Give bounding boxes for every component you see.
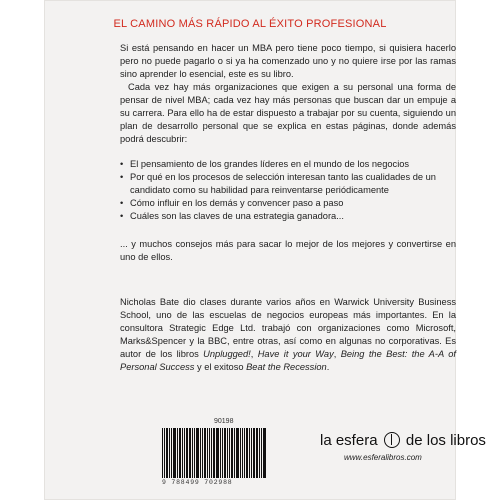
book-back-cover — [44, 0, 486, 500]
barcode-bar — [227, 428, 228, 478]
intro-paragraph-2: Cada vez hay más organizaciones que exigen a su personal una forma de pensar de nivel MBA; cada vez hay más personas que buscan dar un empuje a su carrera. Para ello ha de estar dispuesto a trabajar por su cuenta, siguiendo un plan de desarrollo personal que se explica en estas páginas, donde además podrá descubrir: — [120, 82, 456, 144]
barcode-bar — [207, 428, 208, 478]
barcode-bar — [216, 428, 219, 478]
separator: , — [333, 349, 341, 359]
book-title: Being the Best: the A-A of Personal Success — [120, 349, 456, 372]
barcode-bar — [192, 428, 193, 478]
book-title: Have it your Way — [257, 349, 334, 359]
barcode-bar — [236, 428, 239, 478]
publisher-mark-icon — [384, 432, 400, 448]
publisher-name-right: de los libros — [405, 432, 486, 449]
barcode-bar — [200, 428, 201, 478]
barcode-block — [162, 418, 282, 488]
intro-text — [120, 42, 456, 146]
barcode-bar — [259, 428, 260, 478]
barcode — [162, 428, 282, 478]
barcode-bar — [202, 428, 203, 478]
barcode-bar — [189, 428, 191, 478]
barcode-bar — [261, 428, 262, 478]
barcode-bar — [169, 428, 170, 478]
author-bio-text: Nicholas Bate dio clases durante varios años en Warwick University Business School, uno de las escuelas de negocios europeas más importantes. En la consultora Strategic Edge Ltd. trabajó con organizaciones como Microsoft, Marks&Spencer y la BBC, entre otras, así como en algunas no corporativas. Es autor de los libros — [120, 297, 456, 359]
barcode-bar — [249, 428, 250, 478]
barcode-bar — [256, 428, 258, 478]
publisher-website: www.esferalibros.com — [344, 453, 422, 462]
publisher-logo — [320, 432, 486, 449]
barcode-bar — [246, 428, 248, 478]
barcode-bar — [220, 428, 221, 478]
barcode-bar — [194, 428, 195, 478]
barcode-bar — [234, 428, 235, 478]
book-title: Beat the Recession — [246, 362, 327, 372]
price-code: 90198 — [214, 418, 234, 425]
barcode-bar — [182, 428, 183, 478]
barcode-bar — [164, 428, 165, 478]
barcode-bar — [251, 428, 252, 478]
barcode-bar — [211, 428, 212, 478]
barcode-bar — [242, 428, 243, 478]
list-item: • El pensamiento de los grandes líderes en el mundo de los negocios — [120, 158, 450, 171]
barcode-bar — [209, 428, 210, 478]
book-title: Unplugged! — [203, 349, 251, 359]
bullet-list — [120, 158, 450, 223]
author-bio — [120, 296, 456, 374]
barcode-bar — [179, 428, 181, 478]
barcode-bar — [213, 428, 215, 478]
list-item: • Cómo influir en los demás y convencer paso a paso — [120, 197, 450, 210]
barcode-bar — [253, 428, 255, 478]
barcode-bar — [263, 428, 266, 478]
publisher-name-left: la esfera — [320, 432, 378, 449]
closing-paragraph: ... y muchos consejos más para sacar lo mejor de los mejores y convertirse en uno de ellos. — [120, 239, 456, 262]
barcode-bar — [196, 428, 199, 478]
cover-headline: EL CAMINO MÁS RÁPIDO AL ÉXITO PROFESIONAL — [113, 18, 387, 30]
barcode-bar — [244, 428, 245, 478]
barcode-bar — [162, 428, 163, 478]
barcode-bar — [224, 428, 226, 478]
barcode-bar — [166, 428, 168, 478]
author-bio-end: . — [326, 362, 330, 372]
isbn-number: 9 788499 702988 — [162, 479, 233, 486]
intro-paragraph-1: Si está pensando en hacer un MBA pero tiene poco tiempo, si quisiera hacerlo pero no puede pagarlo o si ya ha comenzado uno y no quiere irse por las ramas sino aprender lo esencial, este es su libro. — [120, 43, 456, 79]
separator: , — [250, 349, 258, 359]
barcode-bar — [186, 428, 188, 478]
barcode-bar — [204, 428, 206, 478]
list-item: • Cuáles son las claves de una estrategia ganadora... — [120, 210, 450, 223]
barcode-bar — [173, 428, 176, 478]
list-item: • Por qué en los procesos de selección interesan tanto las cualidades de un candidato como su habilidad para reinventarse periódicamente — [120, 171, 450, 197]
barcode-bar — [184, 428, 185, 478]
barcode-bar — [240, 428, 241, 478]
barcode-bar — [177, 428, 178, 478]
separator: y el exitoso — [194, 362, 247, 372]
barcode-bar — [231, 428, 233, 478]
barcode-bar — [229, 428, 230, 478]
barcode-bar — [171, 428, 172, 478]
barcode-bar — [222, 428, 223, 478]
